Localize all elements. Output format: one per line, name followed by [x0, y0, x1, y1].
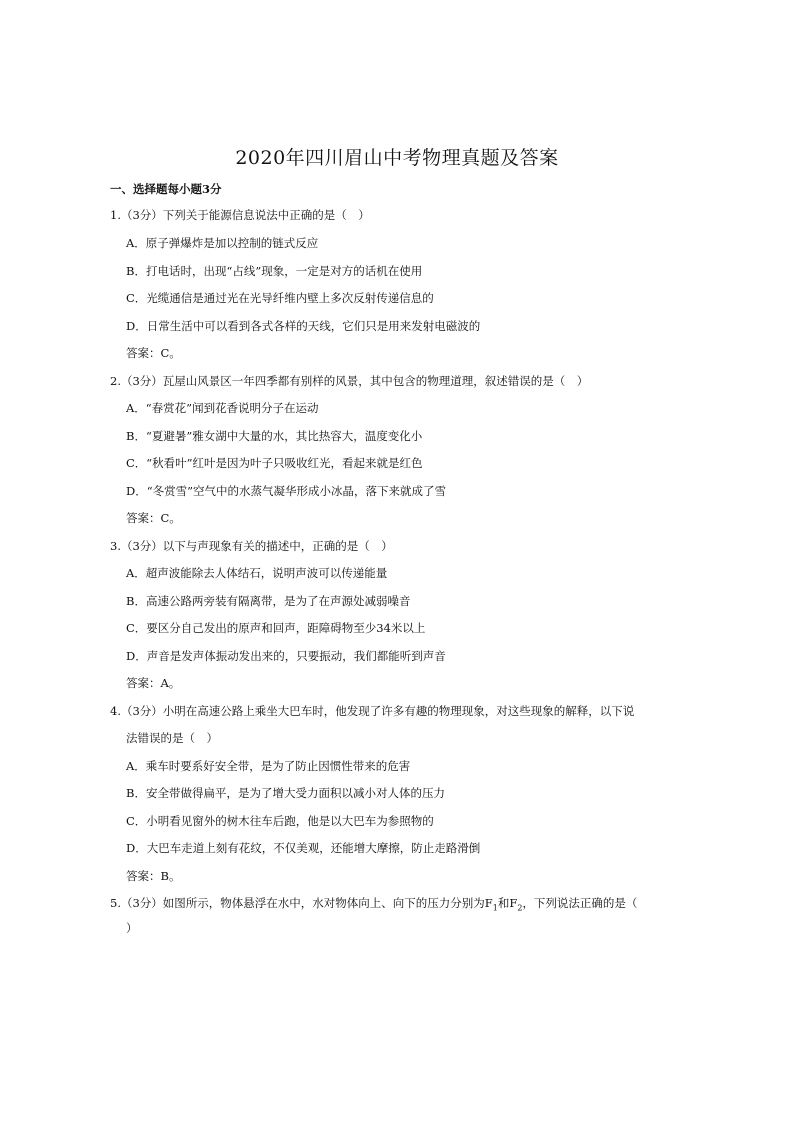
question-5-stem-part-c: ，下列说法正确的是（	[522, 896, 638, 910]
question-1-option-c: C．光缆通信是通过光在光导纤维内壁上多次反射传递信息的	[126, 291, 434, 305]
section-heading: 一、选择题每小题3分	[110, 182, 222, 196]
question-4-answer: 答案：B。	[126, 869, 181, 883]
question-1-stem: 1.（3分）下列关于能源信息说法中正确的是（ ）	[110, 208, 370, 222]
question-5-stem-part-a: 5.（3分）如图所示，物体悬浮在水中，水对物体向上、向下的压力分别为F	[110, 896, 493, 910]
question-5-subscript-2: 2	[517, 903, 523, 913]
question-1-answer: 答案：C。	[126, 346, 181, 360]
question-1-option-b: B．打电话时，出现“占线”现象，一定是对方的话机在使用	[126, 264, 423, 278]
question-4-option-b: B．安全带做得扁平，是为了增大受力面积以减小对人体的压力	[126, 786, 445, 800]
question-2-option-d: D．“冬赏雪”空气中的水蒸气凝华形成小冰晶，落下来就成了雪	[126, 484, 446, 498]
question-4-option-a: A．乘车时要系好安全带，是为了防止因惯性带来的危害	[126, 759, 411, 773]
question-2-option-a: A．“春赏花”闻到花香说明分子在运动	[126, 401, 319, 415]
question-3-option-a: A．超声波能除去人体结石，说明声波可以传递能量	[126, 566, 388, 580]
question-1-option-d: D．日常生活中可以看到各式各样的天线，它们只是用来发射电磁波的	[126, 319, 481, 333]
question-2-option-c: C．“秋看叶”红叶是因为叶子只吸收红光，看起来就是红色	[126, 456, 423, 470]
question-2-answer: 答案：C。	[126, 511, 181, 525]
question-5-stem-part-b: 和F	[497, 896, 518, 910]
question-5-stem-continued: ）	[126, 921, 138, 935]
question-4-stem-continued: 法错误的是（ ）	[126, 731, 218, 745]
question-5-subscript-1: 1	[492, 903, 498, 913]
question-3-option-c: C．要区分自己发出的原声和回声，距障碍物至少34米以上	[126, 621, 426, 635]
question-3-answer: 答案：A。	[126, 676, 181, 690]
question-3-option-d: D．声音是发声体振动发出来的，只要振动，我们都能听到声音	[126, 649, 446, 663]
question-1-option-a: A．原子弹爆炸是加以控制的链式反应	[126, 236, 319, 250]
question-2-option-b: B．“夏避暑”雅女湖中大量的水，其比热容大，温度变化小	[126, 429, 423, 443]
page-title: 2020年四川眉山中考物理真题及答案	[235, 147, 559, 169]
question-3-stem: 3.（3分）以下与声现象有关的描述中，正确的是（ ）	[110, 539, 393, 553]
question-4-stem: 4.（3分）小明在高速公路上乘坐大巴车时，他发现了许多有趣的物理现象，对这些现象的解释，以下说	[110, 704, 635, 718]
question-3-option-b: B．高速公路两旁装有隔离带，是为了在声源处减弱噪音	[126, 594, 411, 608]
question-4-option-c: C．小明看见窗外的树木往车后跑，他是以大巴车为参照物的	[126, 814, 434, 828]
question-2-stem: 2.（3分）瓦屋山风景区一年四季都有别样的风景，其中包含的物理道理，叙述错误的是（ ）	[110, 374, 589, 388]
question-4-option-d: D．大巴车走道上刻有花纹，不仅美观，还能增大摩擦，防止走路滑倒	[126, 841, 481, 855]
question-5-stem	[110, 895, 637, 916]
